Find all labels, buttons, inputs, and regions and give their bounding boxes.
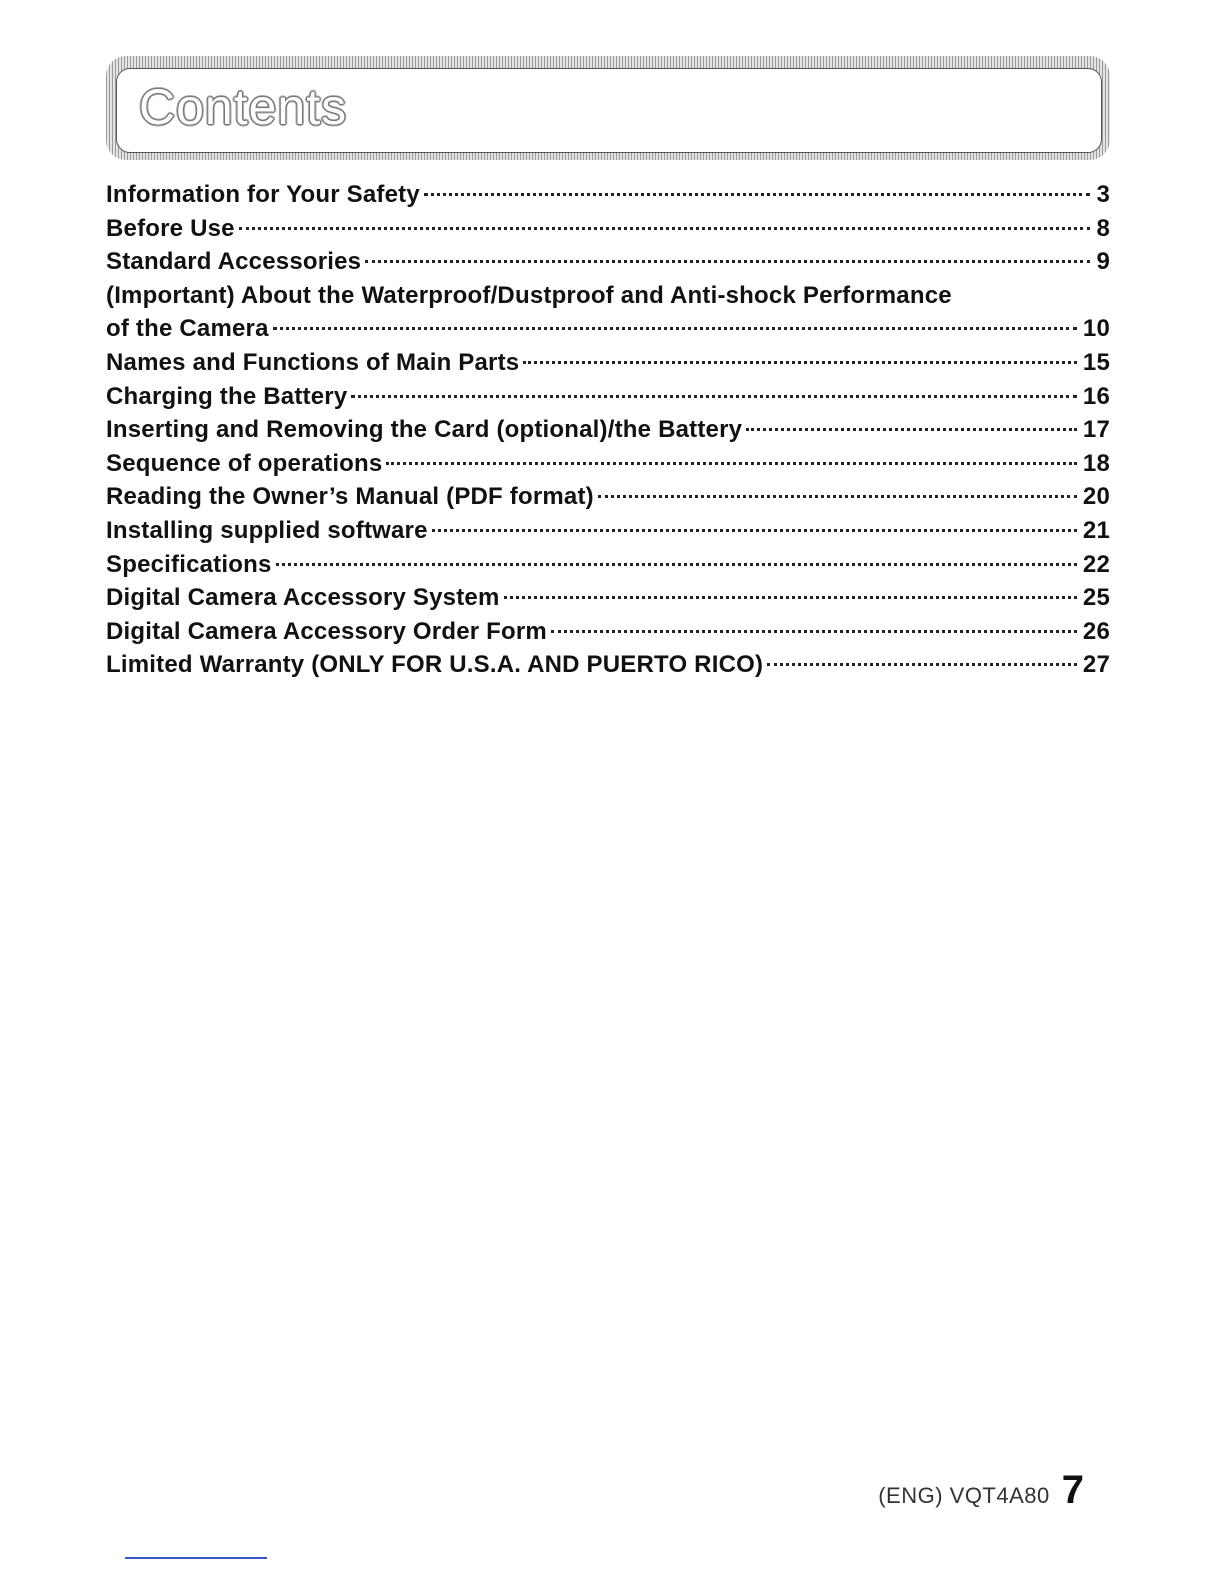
toc-leader-dots (424, 193, 1091, 196)
toc-entry-page: 16 (1082, 382, 1110, 410)
toc-entry-page: 20 (1082, 483, 1110, 511)
toc-entry-page: 8 (1096, 214, 1110, 242)
toc-entry-sequence[interactable] (106, 447, 1110, 481)
contents-banner-inner (116, 68, 1102, 153)
toc-entry-page: 26 (1082, 617, 1110, 645)
toc-entry-order-form[interactable] (106, 615, 1110, 649)
toc-leader-dots (523, 361, 1077, 364)
toc-leader-dots (351, 395, 1077, 398)
toc-entry-title: Digital Camera Accessory System (106, 584, 500, 612)
toc-entry-title: Specifications (106, 550, 272, 578)
toc-entry-title: Limited Warranty (ONLY FOR U.S.A. AND PUERTO RICO) (106, 651, 764, 679)
toc-entry-inserting-card[interactable] (106, 413, 1110, 447)
toc-entry-page: 9 (1096, 248, 1110, 276)
toc-leader-dots (276, 563, 1077, 566)
toc-entry-page: 22 (1082, 550, 1110, 578)
toc-entry-waterproof[interactable] (106, 312, 1110, 346)
toc-entry-page: 18 (1082, 449, 1110, 477)
toc-entry-warranty[interactable] (106, 648, 1110, 682)
toc-entry-title: Information for Your Safety (106, 181, 420, 208)
toc-entry-title: Installing supplied software (106, 516, 428, 544)
toc-entry-title: of the Camera (106, 315, 269, 343)
toc-entry-title: Names and Functions of Main Parts (106, 348, 520, 376)
toc-leader-dots (386, 462, 1076, 465)
toc-entry-specifications[interactable] (106, 548, 1110, 582)
toc-entry-title: Charging the Battery (106, 382, 348, 410)
toc-leader-dots (239, 227, 1091, 230)
toc-entry-title: Sequence of operations (106, 449, 383, 477)
toc-entry-owners-manual[interactable] (106, 480, 1110, 514)
toc-entry-page: 25 (1082, 584, 1110, 612)
toc-entry-page: 21 (1082, 516, 1110, 544)
toc-entry-page: 10 (1082, 315, 1110, 343)
toc-entry-title: Reading the Owner’s Manual (PDF format) (106, 483, 594, 511)
document-code: (ENG) VQT4A80 (878, 1483, 1050, 1508)
toc-entry-page: 17 (1082, 416, 1110, 444)
toc-leader-dots (767, 663, 1077, 666)
toc-entry-page: 27 (1082, 651, 1110, 679)
toc-leader-dots (432, 529, 1077, 532)
toc-entry-software[interactable] (106, 514, 1110, 548)
toc-entry-before-use[interactable] (106, 212, 1110, 246)
page-title: Contents (139, 79, 348, 135)
toc-leader-dots (746, 428, 1077, 431)
toc-entry-page: 3 (1096, 181, 1110, 208)
toc-entry-waterproof-line1[interactable]: (Important) About the Waterproof/Dustproof and Anti-shock Performance (106, 281, 952, 309)
toc-entry-names-functions[interactable] (106, 346, 1110, 380)
toc-leader-dots (551, 630, 1077, 633)
toc-entry-title: Digital Camera Accessory Order Form (106, 617, 547, 645)
toc-entry-charging[interactable] (106, 380, 1110, 414)
page-footer (878, 1468, 1084, 1513)
toc-entry-title: Before Use (106, 214, 235, 242)
contents-banner (106, 56, 1110, 160)
toc-entry-title: Inserting and Removing the Card (optional)/the Battery (106, 416, 743, 444)
table-of-contents (106, 178, 1110, 682)
toc-entry-accessory-system[interactable] (106, 581, 1110, 615)
toc-entry-title: Standard Accessories (106, 248, 362, 276)
bottom-rule-divider (125, 1557, 267, 1559)
toc-entry-standard-accessories[interactable] (106, 245, 1110, 279)
toc-leader-dots (365, 260, 1090, 263)
toc-leader-dots (598, 495, 1077, 498)
toc-leader-dots (273, 327, 1077, 330)
toc-entry-safety[interactable] (106, 178, 1110, 212)
page-number: 7 (1061, 1468, 1084, 1512)
toc-entry-page: 15 (1082, 348, 1110, 376)
toc-leader-dots (504, 596, 1077, 599)
